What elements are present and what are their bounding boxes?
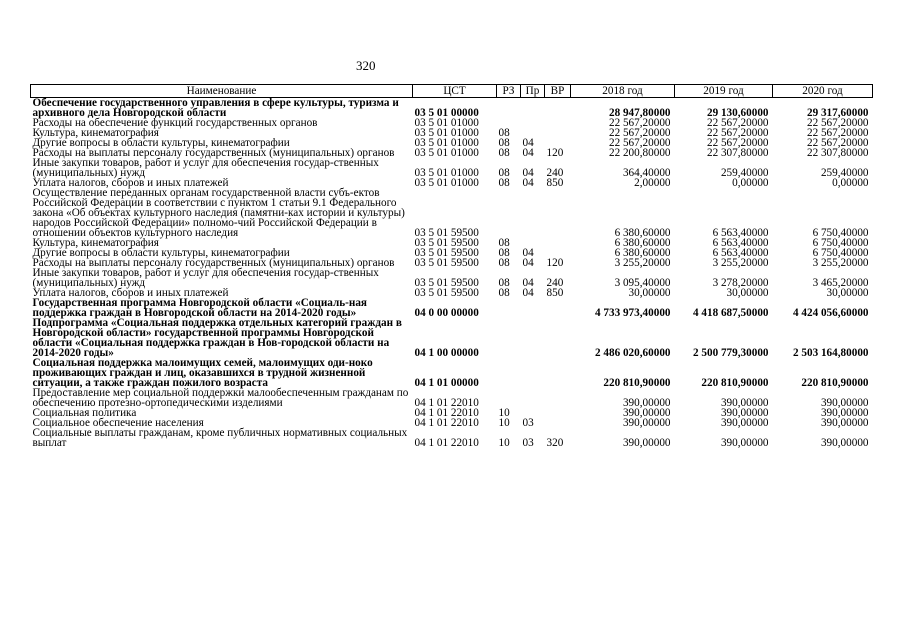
row-2019: 259,40000 bbox=[720, 167, 769, 179]
row-2020: 29 317,60000 bbox=[806, 107, 869, 119]
row-2019: 22 567,20000 bbox=[706, 127, 769, 139]
row-2019: 30,00000 bbox=[726, 287, 769, 299]
row-cst: 04 0 00 00000 bbox=[414, 307, 479, 319]
row-2020: 22 567,20000 bbox=[806, 137, 869, 149]
row-rz: 08 bbox=[498, 237, 510, 249]
budget-table bbox=[30, 84, 873, 448]
row-cst: 03 5 01 01000 bbox=[414, 137, 479, 149]
row-pr bbox=[521, 98, 545, 119]
row-name: Расходы на обеспечение функций государственных органов bbox=[32, 117, 318, 129]
row-2018: 390,00000 bbox=[622, 417, 671, 429]
row-name: Социальное обеспечение населения bbox=[32, 417, 204, 429]
row-2018: 220 810,90000 bbox=[603, 377, 671, 389]
row-name: Подпрограмма «Социальная поддержка отдельных категорий граждан в Новгородской области» государственной программы Новгородской области «Социальная поддержка граждан в Нов-городской области на 2014-2020 годы» bbox=[32, 317, 402, 359]
row-pr: 04 bbox=[522, 167, 534, 179]
row-2018: 22 200,80000 bbox=[608, 147, 671, 159]
row-cst: 03 5 01 01000 bbox=[414, 117, 479, 129]
row-2019: 4 418 687,50000 bbox=[692, 307, 769, 319]
table-row bbox=[31, 428, 873, 448]
table-row bbox=[31, 388, 873, 408]
row-cst: 03 5 01 59500 bbox=[414, 277, 479, 289]
row-vr: 120 bbox=[546, 147, 564, 159]
row-vr bbox=[545, 128, 571, 138]
row-rz bbox=[497, 318, 521, 358]
row-2019: 0,00000 bbox=[732, 177, 769, 189]
row-vr bbox=[545, 418, 571, 428]
row-rz: 08 bbox=[498, 287, 510, 299]
header-2019: 2019 год bbox=[675, 85, 773, 98]
row-pr bbox=[521, 298, 545, 318]
row-cst: 03 5 01 00000 bbox=[414, 107, 479, 119]
row-2018: 22 567,20000 bbox=[608, 117, 671, 129]
row-2020: 2 503 164,80000 bbox=[792, 347, 869, 359]
page-number: 320 bbox=[356, 58, 376, 73]
row-rz: 10 bbox=[498, 417, 510, 429]
row-2020: 0,00000 bbox=[832, 177, 869, 189]
row-2018: 30,00000 bbox=[628, 287, 671, 299]
row-2020: 22 567,20000 bbox=[806, 127, 869, 139]
row-vr: 120 bbox=[546, 257, 564, 269]
row-vr bbox=[545, 118, 571, 128]
row-cst: 03 5 01 59500 bbox=[414, 247, 479, 259]
row-2019: 390,00000 bbox=[720, 407, 769, 419]
header-rz: РЗ bbox=[497, 85, 521, 98]
row-name: Государственная программа Новгородской области «Социаль-ная поддержка граждан в Новгородской области на 2014-2020 годы» bbox=[32, 297, 367, 319]
row-rz: 08 bbox=[498, 137, 510, 149]
row-2020: 30,00000 bbox=[826, 287, 869, 299]
row-rz: 10 bbox=[498, 437, 510, 449]
row-pr: 04 bbox=[522, 247, 534, 259]
table-row bbox=[31, 98, 873, 119]
row-vr bbox=[545, 298, 571, 318]
row-pr: 04 bbox=[522, 147, 534, 159]
row-2019: 22 307,80000 bbox=[706, 147, 769, 159]
row-name: Предоставление мер социальной поддержки малообеспеченным гражданам по обеспечению протезно-ортопедическими изделиями bbox=[32, 387, 409, 409]
row-cst: 03 5 01 01000 bbox=[414, 177, 479, 189]
row-rz: 08 bbox=[498, 167, 510, 179]
row-name: Культура, кинематография bbox=[32, 127, 159, 139]
table-row bbox=[31, 318, 873, 358]
row-rz: 08 bbox=[498, 147, 510, 159]
row-2020: 3 465,20000 bbox=[812, 277, 869, 289]
row-2020: 22 567,20000 bbox=[806, 117, 869, 129]
row-2018: 390,00000 bbox=[622, 437, 671, 449]
row-vr bbox=[545, 358, 571, 388]
row-pr bbox=[521, 358, 545, 388]
row-rz: 08 bbox=[498, 127, 510, 139]
row-rz bbox=[497, 298, 521, 318]
row-2018: 28 947,80000 bbox=[608, 107, 671, 119]
row-name: Осуществление переданных органам государственной власти субъ-ектов Российской Федерации в соответствии с пунктом 1 статьи 9.1 Федерального закона «Об объектах культурного наследия (памятни-ках истории и культуры) народов Российской Федерации» полномо-чий Российской Федерации в отношении объектов культурного наследия bbox=[32, 187, 405, 239]
row-2019: 3 278,20000 bbox=[712, 277, 769, 289]
row-vr: 240 bbox=[546, 277, 564, 289]
row-2020: 390,00000 bbox=[820, 437, 869, 449]
row-2019: 22 567,20000 bbox=[706, 117, 769, 129]
row-cst: 03 5 01 59500 bbox=[414, 287, 479, 299]
row-cst: 04 1 00 00000 bbox=[414, 347, 479, 359]
row-pr bbox=[521, 388, 545, 408]
row-rz: 08 bbox=[498, 247, 510, 259]
row-pr bbox=[521, 118, 545, 128]
row-cst: 03 5 01 01000 bbox=[414, 147, 479, 159]
row-cst: 03 5 01 01000 bbox=[414, 127, 479, 139]
row-name: Другие вопросы в области культуры, кинематографии bbox=[32, 247, 290, 259]
row-vr: 850 bbox=[546, 287, 564, 299]
row-pr: 03 bbox=[522, 417, 534, 429]
row-pr: 04 bbox=[522, 177, 534, 189]
row-2019: 2 500 779,30000 bbox=[692, 347, 769, 359]
row-2018: 4 733 973,40000 bbox=[594, 307, 671, 319]
table-row bbox=[31, 268, 873, 288]
row-pr: 04 bbox=[522, 277, 534, 289]
row-rz: 08 bbox=[498, 257, 510, 269]
row-cst: 03 5 01 01000 bbox=[414, 167, 479, 179]
header-pr: Пр bbox=[521, 85, 545, 98]
row-cst: 04 1 01 00000 bbox=[414, 377, 479, 389]
row-2018: 390,00000 bbox=[622, 407, 671, 419]
row-2019: 6 563,40000 bbox=[712, 237, 769, 249]
row-name: Культура, кинематография bbox=[32, 237, 159, 249]
row-pr: 04 bbox=[522, 257, 534, 269]
row-2020: 390,00000 bbox=[820, 407, 869, 419]
table-row bbox=[31, 298, 873, 318]
row-2018: 6 380,60000 bbox=[614, 237, 671, 249]
row-pr: 04 bbox=[522, 137, 534, 149]
table-row bbox=[31, 158, 873, 178]
row-vr: 850 bbox=[546, 177, 564, 189]
row-2018: 6 380,60000 bbox=[614, 247, 671, 259]
row-vr bbox=[545, 238, 571, 248]
row-vr bbox=[545, 388, 571, 408]
row-pr: 03 bbox=[522, 437, 534, 449]
row-rz bbox=[497, 98, 521, 119]
row-2019: 390,00000 bbox=[720, 397, 769, 409]
row-2018: 2,00000 bbox=[634, 177, 671, 189]
row-pr: 04 bbox=[522, 287, 534, 299]
row-rz: 10 bbox=[498, 407, 510, 419]
row-vr bbox=[545, 318, 571, 358]
row-2018: 22 567,20000 bbox=[608, 137, 671, 149]
row-vr bbox=[545, 408, 571, 418]
row-2019: 29 130,60000 bbox=[706, 107, 769, 119]
row-pr bbox=[521, 188, 545, 238]
row-cst: 04 1 01 22010 bbox=[414, 397, 479, 409]
row-2020: 390,00000 bbox=[820, 397, 869, 409]
row-cst: 04 1 01 22010 bbox=[414, 417, 479, 429]
row-name: Уплата налогов, сборов и иных платежей bbox=[32, 177, 229, 189]
row-2019: 22 567,20000 bbox=[706, 137, 769, 149]
row-2018: 3 255,20000 bbox=[614, 257, 671, 269]
header-name: Наименование bbox=[31, 85, 413, 98]
row-2019: 6 563,40000 bbox=[712, 227, 769, 239]
row-2020: 220 810,90000 bbox=[801, 377, 869, 389]
row-name: Уплата налогов, сборов и иных платежей bbox=[32, 287, 229, 299]
row-2019: 220 810,90000 bbox=[701, 377, 769, 389]
row-cst: 03 5 01 59500 bbox=[414, 257, 479, 269]
row-cst: 03 5 01 59500 bbox=[414, 237, 479, 249]
row-2018: 22 567,20000 bbox=[608, 127, 671, 139]
row-2018: 364,40000 bbox=[622, 167, 671, 179]
header-vr: ВР bbox=[545, 85, 571, 98]
row-vr bbox=[545, 98, 571, 119]
row-cst: 04 1 01 22010 bbox=[414, 407, 479, 419]
row-name: Иные закупки товаров, работ и услуг для обеспечения государ-ственных (муниципальных) нужд bbox=[32, 267, 379, 289]
row-2018: 6 380,60000 bbox=[614, 227, 671, 239]
row-2019: 390,00000 bbox=[720, 437, 769, 449]
row-2018: 3 095,40000 bbox=[614, 277, 671, 289]
row-rz bbox=[497, 358, 521, 388]
row-2020: 6 750,40000 bbox=[812, 237, 869, 249]
row-2018: 2 486 020,60000 bbox=[594, 347, 671, 359]
row-rz bbox=[497, 388, 521, 408]
row-vr: 320 bbox=[546, 437, 564, 449]
header-cst: ЦСТ bbox=[413, 85, 497, 98]
row-vr bbox=[545, 188, 571, 238]
row-pr bbox=[521, 318, 545, 358]
row-2020: 3 255,20000 bbox=[812, 257, 869, 269]
row-2019: 390,00000 bbox=[720, 417, 769, 429]
table-row bbox=[31, 358, 873, 388]
table-header-row bbox=[31, 85, 873, 98]
row-rz: 08 bbox=[498, 177, 510, 189]
row-2019: 3 255,20000 bbox=[712, 257, 769, 269]
row-name: Обеспечение государственного управления в сфере культуры, туризма и архивного дела Новгородской области bbox=[32, 97, 399, 119]
row-name: Социальная поддержка малоимущих семей, малоимущих оди-ноко проживающих граждан и лиц, оказавшихся в трудной жизненной ситуации, а также граждан пожилого возраста bbox=[32, 357, 373, 389]
row-2018: 390,00000 bbox=[622, 397, 671, 409]
row-rz bbox=[497, 188, 521, 238]
row-2020: 390,00000 bbox=[820, 417, 869, 429]
header-2020: 2020 год bbox=[773, 85, 873, 98]
row-name: Иные закупки товаров, работ и услуг для обеспечения государ-ственных (муниципальных) нужд bbox=[32, 157, 379, 179]
row-2020: 22 307,80000 bbox=[806, 147, 869, 159]
row-name: Расходы на выплаты персоналу государственных (муниципальных) органов bbox=[32, 147, 395, 159]
row-name: Расходы на выплаты персоналу государственных (муниципальных) органов bbox=[32, 257, 395, 269]
row-2020: 259,40000 bbox=[820, 167, 869, 179]
row-name: Другие вопросы в области культуры, кинематографии bbox=[32, 137, 290, 149]
row-rz: 08 bbox=[498, 277, 510, 289]
row-2020: 6 750,40000 bbox=[812, 247, 869, 259]
row-2020: 4 424 056,60000 bbox=[792, 307, 869, 319]
row-name: Социальная политика bbox=[32, 407, 137, 419]
table-row bbox=[31, 188, 873, 238]
row-vr: 240 bbox=[546, 167, 564, 179]
row-2020: 6 750,40000 bbox=[812, 227, 869, 239]
row-cst: 03 5 01 59500 bbox=[414, 227, 479, 239]
row-cst: 04 1 01 22010 bbox=[414, 437, 479, 449]
row-2019: 6 563,40000 bbox=[712, 247, 769, 259]
row-name: Социальные выплаты гражданам, кроме публичных нормативных социальных выплат bbox=[32, 427, 408, 449]
header-2018: 2018 год bbox=[571, 85, 675, 98]
